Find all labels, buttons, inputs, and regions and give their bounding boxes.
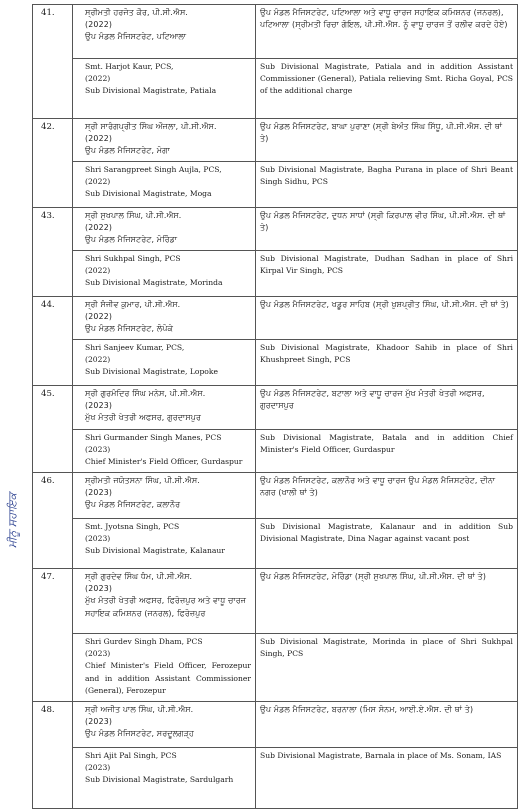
officer-name-punjabi: ਸ੍ਰੀ ਸੰਜੀਵ ਕੁਮਾਰ, ਪੀ.ਸੀ.ਐਸ. (2022) ਉਪ ਮੰਡਲ ਮੈਜਿਸਟਰੇਟ, ਲੋਪੋਕੇ [73, 297, 255, 340]
posting-punjabi: ਉਪ ਮੰਡਲ ਮੈਜਿਸਟਰੇਟ, ਦੁਧਨ ਸਾਧਾਂ (ਸ੍ਰੀ ਕਿਰਪਾਲ ਵੀਰ ਸਿੰਘ, ਪੀ.ਸੀ.ਐਸ. ਦੀ ਥਾਂ ਤੇ) [256, 208, 517, 251]
posting-punjabi: ਉਪ ਮੰਡਲ ਮੈਜਿਸਟਰੇਟ, ਖਡੂਰ ਸਾਹਿਬ (ਸ੍ਰੀ ਖੁਸ਼ਪ੍ਰੀਤ ਸਿੰਘ, ਪੀ.ਸੀ.ਐਸ. ਦੀ ਥਾਂ ਤੇ) [256, 297, 517, 340]
officer-name-english: Smt. Jyotsna Singh, PCS (2023) Sub Divisional Magistrate, Kalanaur [85, 522, 225, 556]
serial-number: 47. [33, 569, 73, 701]
serial-number: 46. [33, 473, 73, 568]
posting-cell [256, 702, 517, 808]
posting-english: Sub Divisional Magistrate, Patiala and in addition Assistant Commissioner (General), Patiala relieving Smt. Richa Goyal, PCS of the additional charge [260, 62, 513, 96]
posting-english: Sub Divisional Magistrate, Bagha Purana in place of Shri Beant Singh Sidhu, PCS [260, 165, 513, 187]
officer-name-english: Shri Sarangpreet Singh Aujla, PCS, (2022) Sub Divisional Magistrate, Moga [85, 165, 222, 199]
officer-name-punjabi: ਸ੍ਰੀ ਗੁਰਦੇਵ ਸਿੰਘ ਧੰਮ, ਪੀ.ਸੀ.ਐਸ. (2023) ਮੁੱਖ ਮੰਤਰੀ ਖੇਤਰੀ ਅਫਸਰ, ਫਿਰੋਜ਼ਪੁਰ ਅਤੇ ਵਾਧੂ ਚਾਰਜ ਸਹਾਇਕ ਕਮਿਸ਼ਨਰ (ਜਨਰਲ), ਫਿਰੋਜ਼ਪੁਰ [73, 569, 255, 634]
posting-english: Sub Divisional Magistrate, Dudhan Sadhan in place of Shri Kirpal Vir Singh, PCS [260, 254, 513, 276]
signature-text: ਮੀਨੂ ਸਹਾਇਕ [6, 492, 19, 548]
officer-name-punjabi: ਸ੍ਰੀਮਤੀ ਜਯੋਤਸਨਾ ਸਿੰਘ, ਪੀ.ਸੀ.ਐਸ. (2023) ਉਪ ਮੰਡਲ ਮੈਜਿਸਟਰੇਟ, ਕਲਾਨੌਰ [73, 473, 255, 519]
table-row [33, 473, 517, 569]
posting-punjabi: ਉਪ ਮੰਡਲ ਮੈਜਿਸਟਰੇਟ, ਪਟਿਆਲਾ ਅਤੇ ਵਾਧੂ ਚਾਰਜ ਸਹਾਇਕ ਕਮਿਸ਼ਨਰ (ਜਨਰਲ), ਪਟਿਆਲਾ (ਸ੍ਰੀਮਤੀ ਰਿਚਾ ਗੋਇਲ, ਪੀ.ਸੀ.ਐਸ. ਨੂੰ ਵਾਧੂ ਚਾਰਜ ਤੋਂ ਰਲੀਵ ਕਰਦੇ ਹੋਏ) [256, 5, 517, 59]
posting-punjabi: ਉਪ ਮੰਡਲ ਮੈਜਿਸਟਰੇਟ, ਬਰਨਾਲਾ (ਮਿਸ ਸੋਨਮ, ਆਈ.ਏ.ਐਸ. ਦੀ ਥਾਂ ਤੇ) [256, 702, 517, 748]
posting-cell [256, 5, 517, 118]
serial-number: 42. [33, 119, 73, 207]
officer-name-english: Shri Sanjeev Kumar, PCS, (2022) Sub Divisional Magistrate, Lopoke [85, 343, 218, 377]
officer-cell [73, 119, 256, 207]
serial-number: 41. [33, 5, 73, 118]
posting-cell [256, 208, 517, 296]
officer-name-english: Shri Ajit Pal Singh, PCS (2023) Sub Divisional Magistrate, Sardulgarh [85, 751, 234, 785]
posting-english: Sub Divisional Magistrate, Barnala in place of Ms. Sonam, IAS [260, 751, 502, 760]
serial-number: 44. [33, 297, 73, 385]
officer-cell [73, 208, 256, 296]
officer-name-english: Shri Gurmander Singh Manes, PCS (2023) Chief Minister's Field Officer, Gurdaspur [85, 433, 243, 467]
officer-cell [73, 473, 256, 568]
officer-name-punjabi: ਸ੍ਰੀ ਸਾਰੰਗਪ੍ਰੀਤ ਸਿੰਘ ਔਜਲਾ, ਪੀ.ਸੀ.ਐਸ. (2022) ਉਪ ਮੰਡਲ ਮੈਜਿਸਟਰੇਟ, ਮੋਗਾ [73, 119, 255, 162]
posting-english: Sub Divisional Magistrate, Kalanaur and in addition Sub Divisional Magistrate, Dina Nagar against vacant post [260, 522, 513, 544]
officer-name-english: Shri Sukhpal Singh, PCS (2022) Sub Divisional Magistrate, Morinda [85, 254, 223, 288]
officer-cell [73, 702, 256, 808]
posting-cell [256, 473, 517, 568]
table-row [33, 386, 517, 473]
officer-cell [73, 297, 256, 385]
posting-english: Sub Divisional Magistrate, Batala and in addition Chief Minister's Field Officer, Gurdaspur [260, 433, 513, 455]
posting-punjabi: ਉਪ ਮੰਡਲ ਮੈਜਿਸਟਰੇਟ, ਕਲਾਨੌਰ ਅਤੇ ਵਾਧੂ ਚਾਰਜ ਉਪ ਮੰਡਲ ਮੈਜਿਸਟਰੇਟ, ਦੀਨਾ ਨਗਰ (ਖਾਲੀ ਥਾਂ ਤੇ) [256, 473, 517, 519]
officer-name-english: Smt. Harjot Kaur, PCS, (2022) Sub Divisional Magistrate, Patiala [85, 62, 217, 96]
officer-name-english: Shri Gurdev Singh Dham, PCS (2023) Chief Minister's Field Officer, Ferozepur and in addition Assistant Commissioner (General), Ferozepur [85, 637, 251, 695]
officer-cell [73, 386, 256, 472]
posting-cell [256, 297, 517, 385]
table-row [33, 5, 517, 119]
posting-punjabi: ਉਪ ਮੰਡਲ ਮੈਜਿਸਟਰੇਟ, ਬਾਘਾ ਪੁਰਾਣਾ (ਸ੍ਰੀ ਬੇਅੰਤ ਸਿੰਘ ਸਿੱਧੂ, ਪੀ.ਸੀ.ਐਸ. ਦੀ ਥਾਂ ਤੇ) [256, 119, 517, 162]
officer-cell [73, 569, 256, 701]
table-row [33, 119, 517, 208]
officer-name-punjabi: ਸ੍ਰੀਮਤੀ ਹਰਜੋਤ ਕੌਰ, ਪੀ.ਸੀ.ਐਸ. (2022) ਉਪ ਮੰਡਲ ਮੈਜਿਸਟਰੇਟ, ਪਟਿਆਲਾ [73, 5, 255, 59]
officer-name-punjabi: ਸ੍ਰੀ ਸੁਖਪਾਲ ਸਿੰਘ, ਪੀ.ਸੀ.ਐਸ. (2022) ਉਪ ਮੰਡਲ ਮੈਜਿਸਟਰੇਟ, ਮੋਰਿੰਡਾ [73, 208, 255, 251]
posting-english: Sub Divisional Magistrate, Morinda in place of Shri Sukhpal Singh, PCS [260, 637, 513, 659]
posting-cell [256, 386, 517, 472]
posting-punjabi: ਉਪ ਮੰਡਲ ਮੈਜਿਸਟਰੇਟ, ਬਟਾਲਾ ਅਤੇ ਵਾਧੂ ਚਾਰਜ ਮੁੱਖ ਮੰਤਰੀ ਖੇਤਰੀ ਅਫਸਰ, ਗੁਰਦਾਸਪੁਰ [256, 386, 517, 430]
officer-name-punjabi: ਸ੍ਰੀ ਅਜੀਤ ਪਾਲ ਸਿੰਘ, ਪੀ.ਸੀ.ਐਸ. (2023) ਉਪ ਮੰਡਲ ਮੈਜਿਸਟਰੇਟ, ਸਰਦੂਲਗੜ੍ਹ [73, 702, 255, 748]
posting-cell [256, 569, 517, 701]
table-row [33, 297, 517, 386]
officer-name-punjabi: ਸ੍ਰੀ ਗੁਰਮੰਦਿਰ ਸਿੰਘ ਮਨੇਸ, ਪੀ.ਸੀ.ਐਸ. (2023) ਮੁੱਖ ਮੰਤਰੀ ਖੇਤਰੀ ਅਫਸਰ, ਗੁਰਦਾਸਪੁਰ [73, 386, 255, 430]
transfer-table [32, 4, 518, 809]
signature [2, 440, 30, 550]
serial-number: 45. [33, 386, 73, 472]
officer-cell [73, 5, 256, 118]
table-row [33, 208, 517, 297]
serial-number: 48. [33, 702, 73, 808]
serial-number: 43. [33, 208, 73, 296]
posting-cell [256, 119, 517, 207]
posting-punjabi: ਉਪ ਮੰਡਲ ਮੈਜਿਸਟਰੇਟ, ਮੋਰਿੰਡਾ (ਸ੍ਰੀ ਸੁਖਪਾਲ ਸਿੰਘ, ਪੀ.ਸੀ.ਐਸ. ਦੀ ਥਾਂ ਤੇ) [256, 569, 517, 634]
table-row [33, 569, 517, 702]
table-row [33, 702, 517, 808]
posting-english: Sub Divisional Magistrate, Khadoor Sahib in place of Shri Khushpreet Singh, PCS [260, 343, 513, 365]
